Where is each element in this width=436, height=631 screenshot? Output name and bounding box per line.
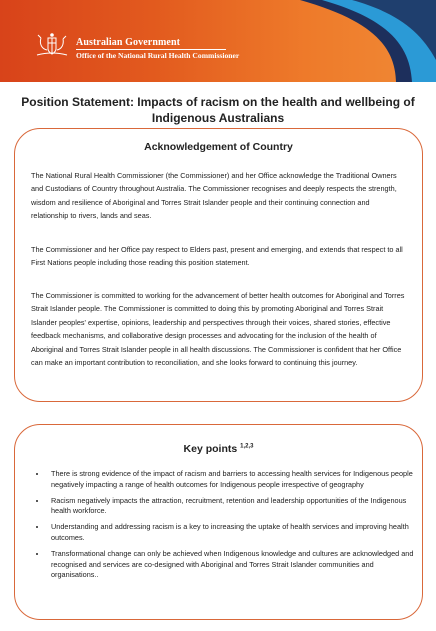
key-points-list bbox=[33, 469, 419, 586]
office-name: Office of the National Rural Health Commissioner bbox=[76, 51, 240, 60]
key-points-heading-text: Key points bbox=[183, 443, 238, 455]
page-title: Position Statement: Impacts of racism on the health and wellbeing of Indigenous Australians bbox=[21, 95, 415, 125]
list-item: • Racism negatively impacts the attraction, recruitment, retention and leadership opportunities of the Indigenous health workforce. bbox=[47, 496, 419, 517]
key-points-box bbox=[14, 424, 423, 620]
government-name: Australian Government bbox=[76, 37, 181, 48]
key-points-heading bbox=[15, 443, 422, 455]
list-item: • Transformational change can only be achieved when Indigenous knowledge and cultures are acknowledged and recognised and services are co-designed with Aboriginal and Torres Strait Islander communities and organisations.. bbox=[47, 549, 419, 581]
acknowledgement-box bbox=[14, 128, 423, 402]
list-item: • Understanding and addressing racism is a key to increasing the uptake of health services and improving health outcomes. bbox=[47, 522, 419, 543]
list-item: • There is strong evidence of the impact of racism and barriers to accessing health services for Indigenous people negatively impacting a range of health outcomes for Indigenous people irrespective of geography bbox=[47, 469, 419, 490]
key-points-references: 1,2,3 bbox=[240, 443, 254, 450]
acknowledgement-heading: Acknowledgement of Country bbox=[144, 141, 293, 153]
header-banner bbox=[0, 0, 436, 82]
header-divider bbox=[76, 49, 226, 50]
acknowledgement-paragraph: The Commissioner is committed to working for the advancement of better health outcomes for Aboriginal and Torres Strait Islander people. The Commissioner is committed to doing this by promoting Aboriginal and Torres Strait Islander peoples' expertise, opinions, leadership and perspectives through their voices, shared stories, effective feedback mechanisms, and collaborative design processes and advocating for the inclusion of the health of Aboriginal and Torres Strait Islander people in all health discussions. The Commissioner is confident that her Office can make an important contribution to reconciliation, and she looks forward to continuing this journey. bbox=[31, 291, 405, 368]
acknowledgement-paragraph: The Commissioner and her Office pay respect to Elders past, present and emerging, and extends that respect to all First Nations people including those reading this position statement. bbox=[31, 245, 403, 268]
coat-of-arms-icon bbox=[33, 32, 71, 58]
acknowledgement-paragraph: The National Rural Health Commissioner (the Commissioner) and her Office acknowledge the Traditional Owners and Custodians of Country throughout Australia. The Commissioner recognises and deeply respects the strength, wisdom and resilience of Aboriginal and Torres Strait Islander people and their continuing connection and relationship to rivers, lands and seas. bbox=[31, 171, 397, 221]
